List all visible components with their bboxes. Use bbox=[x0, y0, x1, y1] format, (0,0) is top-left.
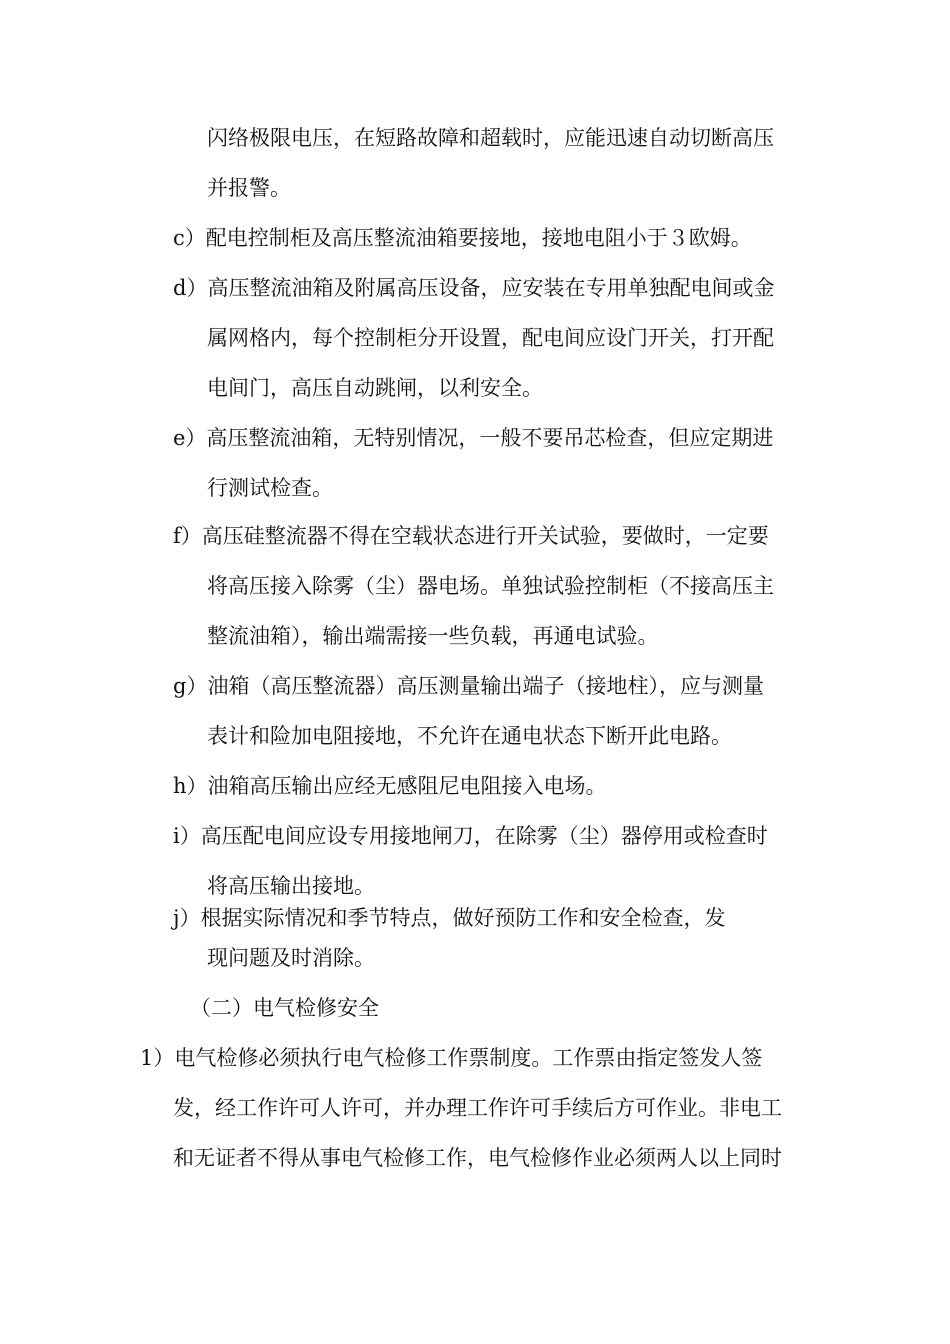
text-line: 电间门，高压自动跳闸，以利安全。 bbox=[207, 376, 543, 400]
text-line: 将高压输出接地。 bbox=[207, 874, 375, 898]
text-line: h）油箱高压输出应经无感阻尼电阻接入电场。 bbox=[173, 774, 607, 798]
text-line: i）高压配电间应设专用接地闸刀，在除雾（尘）器停用或检查时 bbox=[173, 824, 768, 848]
text-line: 发，经工作许可人许可，并办理工作许可手续后方可作业。非电工 bbox=[173, 1096, 782, 1120]
text-line: j）根据实际情况和季节特点，做好预防工作和安全检查，发 bbox=[173, 906, 726, 930]
text-line: 和无证者不得从事电气检修工作，电气检修作业必须两人以上同时 bbox=[173, 1146, 782, 1170]
text-line: 将高压接入除雾（尘）器电场。单独试验控制柜（不接高压主 bbox=[207, 574, 774, 598]
text-line: 属网格内，每个控制柜分开设置，配电间应设门开关，打开配 bbox=[207, 326, 774, 350]
text-line: 并报警。 bbox=[207, 176, 291, 200]
text-line: c）配电控制柜及高压整流油箱要接地，接地电阻小于３欧姆。 bbox=[173, 226, 752, 250]
text-line: 表计和险加电阻接地，不允许在通电状态下断开此电路。 bbox=[207, 724, 732, 748]
text-line: f）高压硅整流器不得在空载状态进行开关试验，要做时，一定要 bbox=[173, 524, 769, 548]
text-line: 整流油箱），输出端需接一些负载，再通电试验。 bbox=[207, 624, 659, 648]
text-line: e）高压整流油箱，无特别情况，一般不要吊芯检查，但应定期进 bbox=[173, 426, 774, 450]
text-line: g）油箱（高压整流器）高压测量输出端子（接地柱），应与测量 bbox=[173, 674, 764, 698]
section-heading: （二）电气检修安全 bbox=[190, 996, 379, 1020]
text-line: 1）电气检修必须执行电气检修工作票制度。工作票由指定签发人签 bbox=[140, 1046, 763, 1070]
text-line: 现问题及时消除。 bbox=[207, 946, 375, 970]
text-line: 闪络极限电压，在短路故障和超载时，应能迅速自动切断高压 bbox=[207, 126, 774, 150]
text-line: d）高压整流油箱及附属高压设备，应安装在专用单独配电间或金 bbox=[173, 276, 775, 300]
text-line: 行测试检查。 bbox=[207, 476, 333, 500]
